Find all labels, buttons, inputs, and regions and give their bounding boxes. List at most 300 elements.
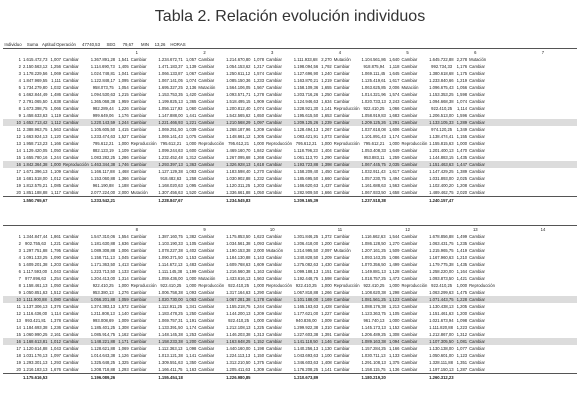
cell-sum: 1.158.711,13 <box>90 255 115 260</box>
cell-sum: 1.071.443,75 <box>429 297 454 302</box>
cell-sum: 922.410,25 <box>92 283 114 288</box>
cell-sum: 1.206.489,25 <box>361 332 386 337</box>
cell-sum: 1.204.413,00 <box>90 276 116 281</box>
cell-fitness: 1,419 <box>456 248 468 253</box>
cell-fitness: 1,468 <box>118 169 129 174</box>
cell-sum: 1.176.208,25 <box>293 367 319 372</box>
cell-sum: 1.645.722,88 <box>429 57 454 62</box>
cell-operation: Cambiar <box>130 120 147 125</box>
cell-sum: 1.681.518,00 <box>23 176 48 181</box>
cell-fitness: 1,200 <box>185 339 197 344</box>
cell-sum: 1.250.611,12 <box>226 71 251 76</box>
cell-sum: 1.090.371,50 <box>158 255 183 260</box>
table-row <box>3 282 577 289</box>
cell-sum: 1.518.495,15 <box>226 99 251 104</box>
cell-operation: Cambiar <box>266 360 282 365</box>
cell-operation: Cambiar <box>130 234 147 239</box>
cell-fitness: 1,080 <box>50 297 61 302</box>
cell-sum: 1.166.117,88 <box>90 169 115 174</box>
cell-fitness: 1,012 <box>50 176 61 181</box>
cell-fitness: 1,060 <box>185 106 197 111</box>
cell-fitness: 1,350 <box>185 360 197 365</box>
cell-fitness: 1,254 <box>50 276 61 281</box>
cell-sum: 1.673.398,75 <box>23 106 48 111</box>
cell-fitness: 1,270 <box>253 169 265 174</box>
cell-fitness: 1,200 <box>456 311 468 316</box>
cell-sum: 1.184.130,88 <box>226 255 251 260</box>
cell-sum: 922.410,25 <box>363 283 385 288</box>
cell-sum: 1.232.452,48 <box>158 155 183 160</box>
cell-sum: 1.146.203,38 <box>226 332 251 337</box>
cell-operation: Cambiar <box>401 241 418 246</box>
totals-spacer <box>3 374 23 381</box>
cell-operation: Cambiar <box>401 162 418 167</box>
cell-sum: 1.206.418,00 <box>293 241 319 246</box>
cell-fitness: 1,123 <box>456 353 468 358</box>
cell-sum: 1.089.308,88 <box>90 248 116 253</box>
cell-fitness: 2,097 <box>321 248 332 253</box>
cell-fitness: 1,000 <box>321 283 332 288</box>
cell-sum: 1.103.190,33 <box>158 241 183 246</box>
cell-fitness: 1,376 <box>50 304 61 309</box>
cell-sum: 2.388.963,75 <box>23 127 48 132</box>
table-row <box>3 189 577 196</box>
table-row <box>3 182 577 189</box>
cell-sum: 958.073,75 <box>92 85 114 90</box>
cell-fitness: 1,618 <box>253 162 265 167</box>
cell-fitness: 1,111 <box>51 78 61 83</box>
cell-sum: 1.307.456,63 <box>158 190 183 195</box>
table-block-2 <box>3 225 577 381</box>
cell-operation: Cambiar <box>198 367 215 372</box>
header-label: MIN <box>141 42 149 47</box>
cell-operation: Cambiar <box>130 353 147 358</box>
cell-operation: Cambiar <box>469 169 485 174</box>
cell-fitness: 1,117 <box>50 190 61 195</box>
cell-sum: 1.060.990,25 <box>23 332 48 337</box>
table-row <box>3 233 577 240</box>
cell-fitness: 1,310 <box>321 325 332 330</box>
table-row <box>3 247 577 254</box>
cell-operation: Cambiar <box>130 332 147 337</box>
cell-sum: 1.061.113,70 <box>293 155 318 160</box>
cell-fitness: 1,152 <box>253 339 265 344</box>
cell-sum: 1.067.818,88 <box>293 290 319 295</box>
cell-operation: Cambiar <box>469 148 485 153</box>
cell-operation: Cambiar <box>63 276 79 281</box>
table-row <box>3 175 577 182</box>
cell-operation: Cambiar <box>130 155 147 160</box>
cell-operation: Cambiar <box>401 248 418 253</box>
cell-fitness: 1,162 <box>118 332 129 337</box>
cell-operation: Cambiar <box>198 106 215 111</box>
cell-operation: Cambiar <box>130 162 147 167</box>
cell-fitness: 1,095 <box>185 183 197 188</box>
cell-fitness: 1,645 <box>388 71 400 76</box>
cell-fitness: 1,289 <box>456 120 468 125</box>
cell-operation: Cambiar <box>130 311 147 316</box>
cell-operation: Cambiar <box>266 106 282 111</box>
table-row <box>3 161 577 168</box>
table-row <box>3 240 577 247</box>
cell-fitness: 1,077 <box>456 346 468 351</box>
cell-fitness: 1,572 <box>118 304 129 309</box>
cell-fitness: 1,000 <box>185 276 197 281</box>
cell-fitness: 1,059 <box>118 297 129 302</box>
cell-sum: 1.137.306,13 <box>23 304 48 309</box>
row-index: 20 <box>16 190 21 195</box>
row-index: 13 <box>16 318 21 323</box>
cell-fitness: 1,210 <box>456 255 468 260</box>
row-index: 12 <box>16 134 21 139</box>
cell-sum: 1.336.661,88 <box>226 190 251 195</box>
cell-sum: 953.380,13 <box>92 290 114 295</box>
cell-operation: Cambiar <box>333 367 350 372</box>
cell-operation: Cambiar <box>469 64 485 69</box>
row-index: 11 <box>16 127 21 132</box>
cell-fitness: 1,093 <box>253 241 265 246</box>
cell-fitness: 2,136 <box>185 85 197 90</box>
cell-sum: 1.030.902,88 <box>226 176 251 181</box>
cell-operation: Cambiar <box>266 276 282 281</box>
cell-operation: Cambiar <box>266 183 282 188</box>
cell-operation: Reproducción <box>333 283 360 288</box>
cell-operation: Cambiar <box>63 148 79 153</box>
cell-sum: 1.043.693,63 <box>293 353 319 358</box>
row-index: 15 <box>16 155 21 160</box>
cell-operation: Cambiar <box>469 155 485 160</box>
cell-operation: Cambiar <box>333 92 350 97</box>
cell-sum: 1.066.133,87 <box>158 71 183 76</box>
cell-fitness: 1,085 <box>50 183 61 188</box>
cell-fitness: 1,133 <box>118 269 129 274</box>
cell-fitness: 1,634 <box>321 99 332 104</box>
cell-operation: Cambiar <box>63 106 79 111</box>
cell-operation: Reproducción <box>469 283 495 288</box>
cell-fitness: 1,112 <box>50 120 61 125</box>
cell-fitness: 1,000 <box>388 283 400 288</box>
cell-sum: 1.157.284,25 <box>361 346 386 351</box>
cell-sum: 1.325.648,25 <box>90 360 116 365</box>
cell-fitness: 1,093 <box>185 290 197 295</box>
cell-sum: 1.067.281,38 <box>226 297 251 302</box>
cell-fitness: 1,325 <box>118 360 129 365</box>
cell-operation: Cambiar <box>401 190 418 195</box>
cell-sum: 1.014.321,96 <box>361 92 386 97</box>
cell-sum: 1.125.419,61 <box>361 78 386 83</box>
cell-operation: Cambiar <box>63 113 79 118</box>
cell-fitness: 1,063 <box>185 297 197 302</box>
cell-fitness: 1,228 <box>456 297 468 302</box>
row-index: 2 <box>18 64 21 69</box>
cell-fitness: 1,792 <box>321 64 332 69</box>
row-index: 12 <box>16 311 21 316</box>
cell-fitness: 1,000 <box>456 141 468 146</box>
cell-sum: 1.207.161,25 <box>361 248 386 253</box>
cell-operation: Cambiar <box>130 127 147 132</box>
cell-operation: Cambiar <box>266 304 282 309</box>
cell-operation: Cambiar <box>401 311 418 316</box>
cell-sum: 1.020.733,13 <box>361 99 386 104</box>
cell-operation: Cambiar <box>130 64 147 69</box>
cell-fitness: 1,123 <box>388 297 400 302</box>
cell-operation: Cambiar <box>469 339 485 344</box>
row-index: 5 <box>18 85 21 90</box>
cell-fitness: 1,136 <box>388 367 400 372</box>
cell-operation: Cambiar <box>198 127 215 132</box>
cell-fitness: 1,114 <box>50 311 61 316</box>
cell-fitness: 1,312 <box>456 332 468 337</box>
cell-sum: 1.291.108,13 <box>361 360 386 365</box>
cell-operation: Cambiar <box>266 99 282 104</box>
cell-fitness: 1,097 <box>50 353 61 358</box>
cell-fitness: 1,683 <box>388 113 400 118</box>
cell-operation: Cambiar <box>469 332 485 337</box>
total-value: 1.155.454,18 <box>158 375 183 380</box>
cell-fitness: 1,250 <box>321 92 332 97</box>
cell-operation: Cambiar <box>63 318 79 323</box>
cell-sum: 1.301.846,25 <box>293 234 319 239</box>
cell-fitness: 1,276 <box>118 290 129 295</box>
cell-operation: Cambiar <box>333 127 350 132</box>
cell-sum: 1.812.575,21 <box>23 183 48 188</box>
cell-fitness: 1,499 <box>388 262 400 267</box>
header-label: Operación <box>56 42 76 47</box>
cell-fitness: 1,650 <box>253 113 265 118</box>
cell-sum: 795.612,21 <box>92 141 114 146</box>
cell-sum: 795.612,21 <box>228 141 250 146</box>
cell-operation: Cambiar <box>401 64 418 69</box>
cell-fitness: 1,305 <box>253 134 265 139</box>
cell-sum: 1.564.106,05 <box>226 85 251 90</box>
cell-sum: 953.883,11 <box>363 155 385 160</box>
cell-operation: Cambiar <box>130 169 147 174</box>
cell-fitness: 1,081 <box>456 339 468 344</box>
cell-fitness: 2,243 <box>388 99 400 104</box>
row-index: 7 <box>18 276 21 281</box>
row-index: 6 <box>18 269 21 274</box>
cell-fitness: 1,209 <box>253 311 265 316</box>
cell-sum: 1.127.129,38 <box>158 169 183 174</box>
cell-sum: 1.099.244,63 <box>158 148 183 153</box>
cell-operation: Cambiar <box>63 360 79 365</box>
cell-sum: 1.018.757,25 <box>361 276 386 281</box>
cell-sum: 1.299.922,38 <box>293 325 319 330</box>
cell-operation: Cambiar <box>63 353 79 358</box>
cell-operation: Cambiar <box>401 325 418 330</box>
cell-operation: Cambiar <box>469 85 485 90</box>
cell-sum: 1.148.221,88 <box>90 339 116 344</box>
cell-fitness: 1,574 <box>253 71 265 76</box>
cell-sum: 1.469.160,70 <box>226 148 251 153</box>
cell-sum: 1.158.209,40 <box>293 169 319 174</box>
cell-sum: 1.183.598,40 <box>226 169 251 174</box>
cell-sum: 1.153.753,35 <box>158 92 183 97</box>
cell-sum: 961.740,13 <box>363 318 385 323</box>
cell-sum: 1.091.133,25 <box>23 255 48 260</box>
cell-operation: Cambiar <box>333 234 350 239</box>
cell-fitness: 1,074 <box>185 78 197 83</box>
cell-operation: Cambiar <box>266 162 282 167</box>
cell-operation: Cambiar <box>333 255 350 260</box>
cell-sum: 1.148.661,12 <box>226 134 251 139</box>
cell-fitness: 1,366 <box>118 176 129 181</box>
table-row <box>3 331 577 338</box>
cell-fitness: 1,000 <box>185 283 197 288</box>
cell-fitness: 1,109 <box>118 148 129 153</box>
cell-operation: Mutación <box>469 57 487 62</box>
cell-fitness: 1,909 <box>253 99 265 104</box>
total-value: 1.234.545,83 <box>226 198 251 203</box>
cell-fitness: 1,649 <box>388 148 400 153</box>
cell-sum: 1.030.711,13 <box>361 353 386 358</box>
cell-fitness: 1,486 <box>50 92 61 97</box>
cell-fitness: 1,278 <box>253 92 265 97</box>
cell-fitness: 1,402 <box>185 248 197 253</box>
cell-operation: Cambiar <box>198 325 215 330</box>
cell-sum: 1.086.128,50 <box>361 241 386 246</box>
cell-fitness: 1,191 <box>185 318 197 323</box>
cell-operation: Cambiar <box>266 148 282 153</box>
cell-fitness: 1,069 <box>50 71 61 76</box>
cell-fitness: 1,083 <box>185 169 197 174</box>
row-index: 11 <box>16 304 21 309</box>
cell-fitness: 1,959 <box>118 99 129 104</box>
cell-fitness: 1,405 <box>118 64 129 69</box>
cell-fitness: 1,435 <box>456 155 468 160</box>
cell-fitness: 1,227 <box>321 311 332 316</box>
cell-sum: 1.842.364,38 <box>23 162 48 167</box>
cell-sum: 1.069.141,43 <box>158 134 183 139</box>
cell-sum: 1.145.173,13 <box>361 325 386 330</box>
cell-sum: 902.755,63 <box>25 241 46 246</box>
cell-operation: Cambiar <box>198 120 215 125</box>
cell-sum: 922.410,25 <box>228 283 250 288</box>
cell-fitness: 1,126 <box>118 353 129 358</box>
cell-operation: Cambiar <box>130 176 147 181</box>
cell-fitness: 2,000 <box>253 248 265 253</box>
cell-operation: Cambiar <box>198 262 215 267</box>
header-label: SEG <box>106 42 116 47</box>
cell-operation: Cambiar <box>469 162 485 167</box>
total-value: 1.196.089,26 <box>90 375 116 380</box>
cell-operation: Cambiar <box>469 92 485 97</box>
cell-sum: 1.083.282,25 <box>90 155 116 160</box>
cell-operation: Cambiar <box>469 262 485 267</box>
cell-operation: Cambiar <box>63 283 79 288</box>
generation-number: 2 <box>203 50 206 55</box>
table-row <box>3 338 577 345</box>
cell-fitness: 1,074 <box>456 99 468 104</box>
cell-fitness: 1,006 <box>118 248 129 253</box>
cell-sum: 1.058.919,83 <box>361 113 386 118</box>
cell-fitness: 1,676 <box>50 367 61 372</box>
table-row <box>3 91 577 98</box>
cell-fitness: 1,163 <box>253 269 265 274</box>
cell-operation: Cambiar <box>63 269 79 274</box>
cell-sum: 1.108.620,38 <box>361 290 386 295</box>
cell-operation: Cambiar <box>63 332 79 337</box>
cell-fitness: 1,563 <box>388 183 400 188</box>
cell-sum: 1.671.396,13 <box>23 169 48 174</box>
total-value: 1.237.518,38 <box>361 198 386 203</box>
cell-fitness: 1,203 <box>253 183 265 188</box>
cell-operation: Cambiar <box>63 183 79 188</box>
cell-fitness: 1,171 <box>118 339 129 344</box>
cell-operation: Cambiar <box>401 360 418 365</box>
cell-operation: Cambiar <box>333 85 350 90</box>
cell-fitness: 1,420 <box>185 92 197 97</box>
cell-sum: 1.101.188,00 <box>293 297 319 302</box>
cell-fitness: 1,054 <box>118 85 129 90</box>
cell-operation: Cambiar <box>333 241 350 246</box>
cell-fitness: 1,375 <box>253 360 265 365</box>
table-row <box>3 352 577 359</box>
cell-fitness: 1,244 <box>50 155 61 160</box>
cell-operation: Cambiar <box>130 71 147 76</box>
cell-fitness: 1,563 <box>253 276 265 281</box>
cell-operation: Cambiar <box>401 169 418 174</box>
cell-operation: Cambiar <box>469 241 485 246</box>
cell-operation: Cambiar <box>63 176 79 181</box>
cell-operation: Reproducción <box>130 283 157 288</box>
cell-fitness: 1,375 <box>388 360 400 365</box>
generation-number: 8 <box>135 227 139 232</box>
cell-operation: Cambiar <box>198 346 215 351</box>
cell-sum: 992.734,33 <box>431 64 453 69</box>
cell-operation: Cambiar <box>469 297 485 302</box>
cell-sum: 1.148.145,38 <box>158 332 183 337</box>
cell-sum: 1.057.230,75 <box>361 176 386 181</box>
cell-fitness: 1,141 <box>321 367 332 372</box>
cell-fitness: 1,105 <box>388 311 400 316</box>
cell-sum: 974.120,25 <box>431 127 453 132</box>
cell-operation: Cambiar <box>469 304 485 309</box>
cell-operation: Cambiar <box>266 339 282 344</box>
cell-sum: 1.020.730,00 <box>158 297 183 302</box>
cell-fitness: 1,293 <box>50 360 61 365</box>
cell-operation: Cambiar <box>401 148 418 153</box>
cell-fitness: 1,240 <box>321 71 332 76</box>
cell-fitness: 1,178 <box>253 297 265 302</box>
cell-fitness: 1,199 <box>185 269 197 274</box>
cell-fitness: 1,105 <box>185 241 197 246</box>
cell-operation: Cambiar <box>333 183 350 188</box>
cell-operation: Cambiar <box>469 127 485 132</box>
cell-fitness: 1,118 <box>389 64 400 69</box>
cell-operation: Mutación <box>198 85 216 90</box>
cell-operation: Cambiar <box>401 262 418 267</box>
cell-operation: Cambiar <box>198 304 215 309</box>
table-row <box>3 275 577 282</box>
cell-sum: 795.612,21 <box>363 141 385 146</box>
row-index: 8 <box>18 106 21 111</box>
cell-sum: 1.547.310,06 <box>90 234 116 239</box>
cell-sum: 1.037.618,08 <box>361 127 386 132</box>
row-index: 18 <box>16 176 21 181</box>
cell-fitness: 1,219 <box>456 78 468 83</box>
cell-sum: 1.031.176,13 <box>23 353 48 358</box>
cell-sum: 993.421,81 <box>25 318 46 323</box>
cell-fitness: 1,100 <box>321 353 332 358</box>
cell-operation: Cambiar <box>333 269 350 274</box>
table-row <box>3 77 577 84</box>
cell-fitness: 1,428 <box>321 304 332 309</box>
cell-sum: 1.193.723,88 <box>293 162 319 167</box>
table-row <box>3 105 577 112</box>
cell-operation: Cambiar <box>130 297 147 302</box>
cell-fitness: 1,256 <box>50 64 61 69</box>
